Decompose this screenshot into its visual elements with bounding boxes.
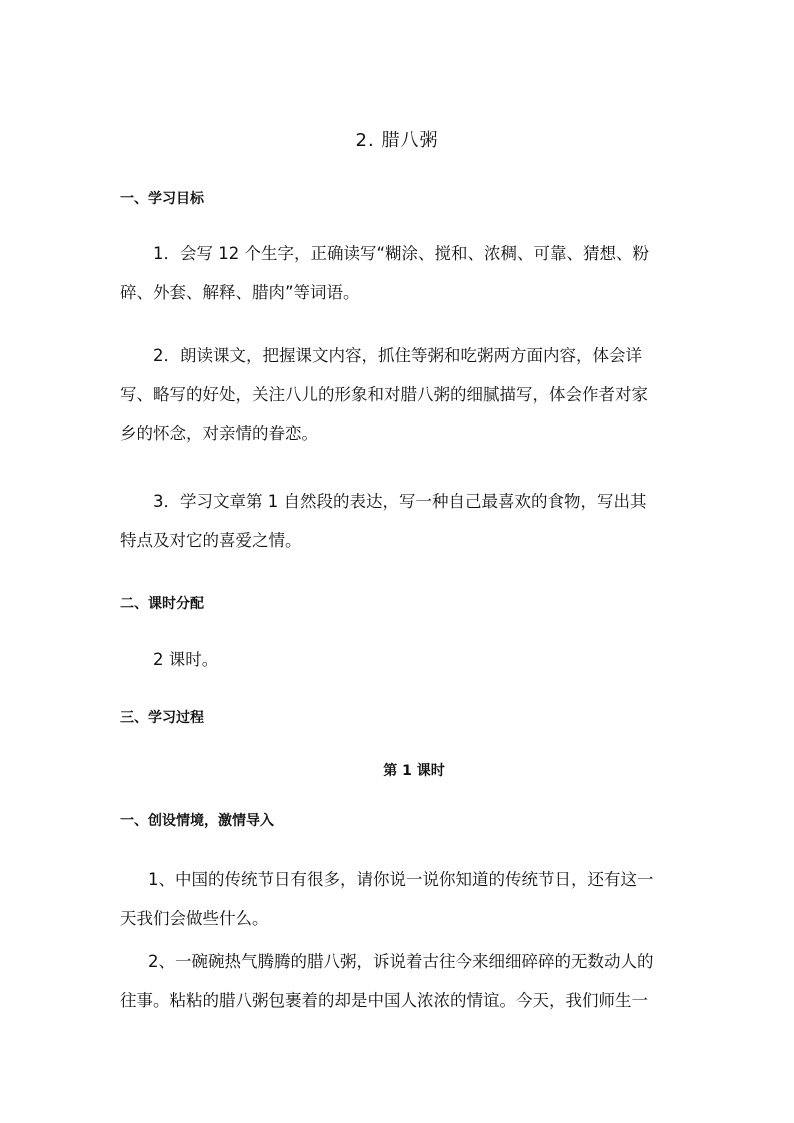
period-line: 2 课时。 — [153, 650, 219, 669]
item-2-paragraph — [120, 942, 676, 1020]
section-heading-goals: 一、学习目标 — [120, 191, 204, 207]
period-paragraph — [120, 640, 676, 679]
goal-2-line-1: 2．朗读课文，把握课文内容，抓住等粥和吃粥两方面内容，体会详 — [153, 346, 642, 365]
goal-2-line-2: 写、略写的好处，关注八儿的形象和对腊八粥的细腻描写，体会作者对家 — [120, 385, 648, 404]
goal-2-paragraph — [120, 336, 676, 453]
item-1-line-1: 1、中国的传统节日有很多，请你说一说你知道的传统节日，还有这一 — [148, 870, 654, 889]
lesson-heading: 第 1 课时 — [383, 763, 445, 779]
section-heading-periods: 二、课时分配 — [120, 596, 204, 612]
goal-3-line-2: 特点及对它的喜爱之情。 — [120, 531, 302, 550]
item-2-line-2: 往事。粘粘的腊八粥包裹着的却是中国人浓浓的情谊。今天，我们师生一 — [120, 991, 648, 1010]
document-title: 2. 腊八粥 — [355, 130, 439, 151]
goal-1-paragraph — [120, 234, 676, 312]
item-2-line-1: 2、一碗碗热气腾腾的腊八粥，诉说着古往今来细细碎碎的无数动人的 — [148, 952, 654, 971]
item-1-line-2: 天我们会做些什么。 — [120, 909, 269, 928]
step-1-heading: 一、创设情境，激情导入 — [120, 813, 274, 829]
item-1-paragraph — [120, 860, 676, 938]
goal-3-paragraph — [120, 482, 676, 560]
section-heading-process: 三、学习过程 — [120, 710, 204, 726]
goal-2-line-3: 乡的怀念，对亲情的眷恋。 — [120, 424, 318, 443]
goal-1-line-1: 1．会写 12 个生字，正确读写“糊涂、搅和、浓稠、可靠、猜想、粉 — [153, 244, 650, 263]
goal-1-line-2: 碎、外套、解释、腊肉”等词语。 — [120, 283, 360, 302]
goal-3-line-1: 3．学习文章第 1 自然段的表达，写一种自己最喜欢的食物，写出其 — [153, 492, 647, 511]
